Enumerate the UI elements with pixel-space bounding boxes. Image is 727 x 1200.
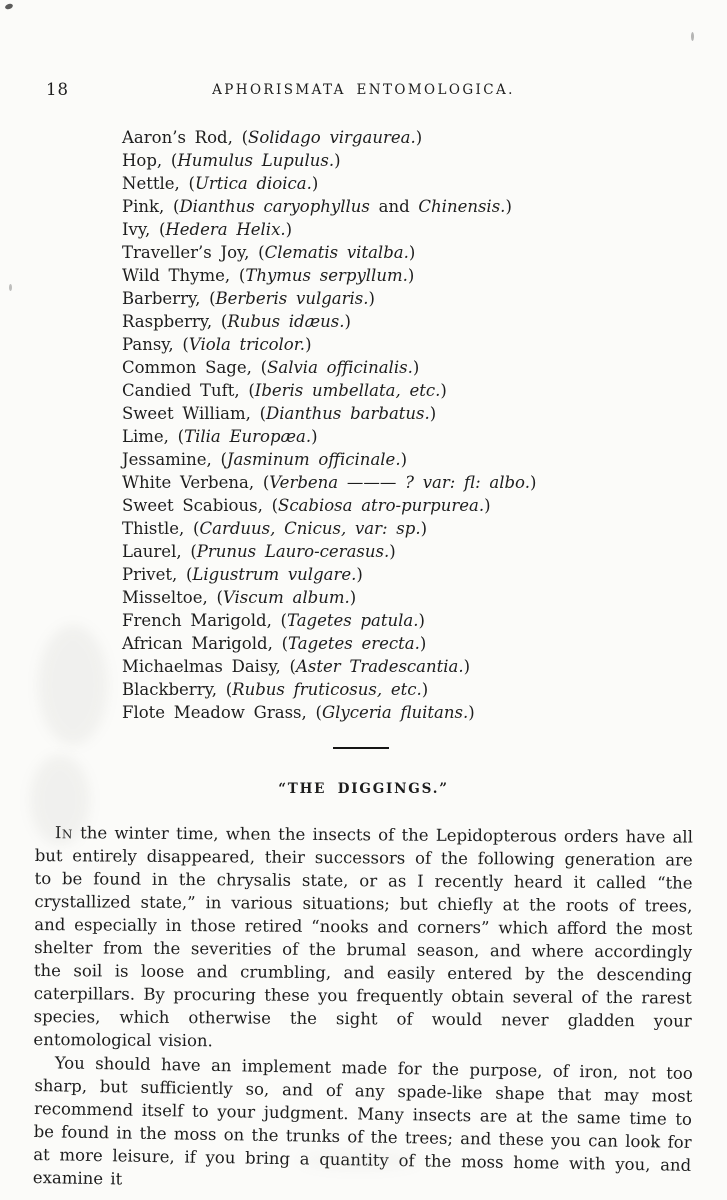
plant-latin-name: Iberis umbellata, etc. bbox=[254, 381, 441, 400]
closing-paren: ) bbox=[349, 588, 357, 607]
plant-item bbox=[122, 310, 697, 333]
plant-latin-name: Verbena bbox=[269, 473, 347, 492]
closing-paren: ) bbox=[400, 450, 407, 469]
plant-item bbox=[122, 264, 697, 287]
closing-paren: ) bbox=[389, 542, 396, 561]
scan-smudge bbox=[300, 1150, 420, 1170]
plant-common-name: Ivy, ( bbox=[122, 220, 166, 239]
plant-latin-name: Solidago virgaurea. bbox=[248, 128, 416, 147]
plant-item bbox=[122, 563, 697, 586]
closing-paren: ) bbox=[285, 220, 293, 239]
closing-paren: ) bbox=[334, 151, 341, 170]
plant-latin-name: Rubus fruticosus, etc. bbox=[232, 680, 422, 699]
closing-paren: ) bbox=[368, 289, 375, 308]
plant-item bbox=[122, 218, 697, 241]
plant-common-name: Lime, ( bbox=[122, 427, 185, 446]
plant-item bbox=[122, 632, 697, 655]
closing-paren: ) bbox=[408, 243, 416, 262]
plant-item bbox=[122, 126, 697, 149]
plant-latin-name: Jasminum officinale. bbox=[226, 450, 401, 469]
plant-item bbox=[122, 425, 697, 448]
section-heading: “THE DIGGINGS.” bbox=[278, 781, 449, 797]
plant-common-name: Jessamine, ( bbox=[122, 450, 227, 469]
plant-common-name: Misseltoe, ( bbox=[122, 588, 223, 607]
plant-latin-name: Humulus Lupulus. bbox=[177, 151, 335, 170]
scan-speck bbox=[9, 284, 12, 291]
plant-common-name: Traveller’s Joy, ( bbox=[122, 243, 265, 262]
scan-smudge bbox=[30, 755, 90, 845]
plant-item bbox=[122, 149, 697, 172]
closing-paren: ) bbox=[305, 335, 312, 354]
plant-item bbox=[122, 402, 697, 425]
closing-paren: ) bbox=[420, 519, 428, 538]
closing-paren: ) bbox=[421, 680, 429, 699]
closing-paren: ) bbox=[344, 312, 351, 331]
paragraph-1 bbox=[33, 821, 693, 1056]
plant-latin-name: Viscum album. bbox=[222, 588, 350, 607]
plant-item bbox=[122, 586, 697, 609]
plant-item bbox=[122, 287, 697, 310]
plant-item bbox=[122, 195, 697, 218]
plant-latin-name: ? var: fl: albo. bbox=[396, 473, 530, 492]
plant-common-name: Raspberry, ( bbox=[122, 312, 228, 331]
plant-item bbox=[122, 379, 697, 402]
plant-common-name: Thistle, ( bbox=[122, 519, 200, 538]
closing-paren: ) bbox=[311, 427, 318, 446]
plant-common-name: Barberry, ( bbox=[122, 289, 216, 308]
plant-latin-name: Ligustrum vulgare. bbox=[192, 565, 357, 584]
plant-latin-name: Salvia officinalis. bbox=[267, 358, 413, 377]
plant-common-name: Hop, ( bbox=[122, 151, 178, 170]
paragraph-2-text: You should have an implement made for the purpose, of iron, not too sharp, but sufficiently so, and of any spade-like shape that may most recommend itself to your judgment. Many insects are at the same time to be found in the moss on the trunks of the trees; and these you can look for at more leisure, if you bring a quantity of the moss home with you, and examine it bbox=[32, 1053, 693, 1189]
closing-paren: ) bbox=[415, 128, 423, 147]
plant-common-name: Nettle, ( bbox=[122, 174, 195, 193]
running-head: APHORISMATA ENTOMOLOGICA. bbox=[212, 82, 515, 98]
plant-roman-text: and bbox=[369, 197, 419, 216]
closing-paren: ) bbox=[440, 381, 447, 400]
paragraph-1-text: the winter time, when the insects of the Lepidopterous orders have all but entirely disappeared, their successors of the following generation are to be found in the chrysalis state, or as I recently heard it called “the crystallized state,” in various situations; but chiefly at the roots of trees, and especially in those retired “nooks and corners” which afford the most shelter from the severities of the brumal season, and where accordingly the soil is loose and crumbling, and easily entered by the descending caterpillars. By procuring these you frequently obtain several of the rarest species, which otherwise the sight of would never gladden your entomological vision. bbox=[33, 823, 693, 1051]
plant-item bbox=[122, 609, 697, 632]
scan-speck bbox=[691, 32, 694, 41]
plant-latin-name: Tilia Europæa. bbox=[184, 427, 312, 446]
plant-item bbox=[122, 678, 697, 701]
body-text bbox=[32, 821, 693, 1189]
page-number: 18 bbox=[46, 80, 69, 99]
plant-item bbox=[122, 655, 697, 678]
plant-common-name: Blackberry, ( bbox=[122, 680, 233, 699]
plant-item bbox=[122, 701, 697, 724]
plant-latin-name: Tagetes erecta. bbox=[288, 634, 420, 653]
plant-latin-name: Hedera Helix. bbox=[165, 220, 286, 239]
closing-paren: ) bbox=[419, 634, 427, 653]
closing-paren: ) bbox=[484, 496, 491, 515]
plant-latin-name: Dianthus barbatus. bbox=[266, 404, 430, 423]
closing-paren: ) bbox=[356, 565, 363, 584]
plant-common-name: Candied Tuft, ( bbox=[122, 381, 255, 400]
section-divider bbox=[333, 747, 389, 749]
plant-common-name: Pink, ( bbox=[122, 197, 180, 216]
page-header bbox=[35, 80, 692, 100]
plant-item bbox=[122, 241, 697, 264]
plant-latin-name: Tagetes patula. bbox=[287, 611, 419, 630]
plant-common-name: Michaelmas Daisy, ( bbox=[122, 657, 296, 676]
closing-paren: ) bbox=[412, 358, 420, 377]
paragraph-1-lead: In bbox=[54, 823, 74, 843]
plant-common-name: White Verbena, ( bbox=[122, 473, 270, 492]
plant-item bbox=[122, 356, 697, 379]
plant-common-name: Sweet William, ( bbox=[122, 404, 267, 423]
plant-latin-name: Thymus serpyllum. bbox=[245, 266, 408, 285]
closing-paren: ) bbox=[407, 266, 415, 285]
plant-common-name: Sweet Scabious, ( bbox=[122, 496, 279, 515]
closing-paren: ) bbox=[468, 703, 475, 722]
plant-common-name: Wild Thyme, ( bbox=[122, 266, 246, 285]
plant-latin-name: Carduus, Cnicus, var: sp. bbox=[199, 519, 421, 538]
closing-paren: ) bbox=[311, 174, 319, 193]
plant-item bbox=[122, 333, 697, 356]
plant-latin-name: Berberis vulgaris. bbox=[215, 289, 369, 308]
plant-list bbox=[122, 126, 697, 724]
plant-common-name: Laurel, ( bbox=[122, 542, 197, 561]
plant-latin-name: Aster Tradescantia. bbox=[295, 657, 464, 676]
plant-item bbox=[122, 448, 697, 471]
plant-latin-name: Dianthus caryophyllus bbox=[179, 197, 370, 216]
plant-latin-name: Scabiosa atro-purpurea. bbox=[278, 496, 485, 515]
plant-common-name: Pansy, ( bbox=[122, 335, 189, 354]
closing-paren: ) bbox=[418, 611, 425, 630]
plant-common-name: Flote Meadow Grass, ( bbox=[122, 703, 322, 722]
plant-common-name: Privet, ( bbox=[122, 565, 193, 584]
plant-latin-name: Clematis vitalba. bbox=[264, 243, 409, 262]
plant-common-name: Common Sage, ( bbox=[122, 358, 268, 377]
paragraph-2 bbox=[33, 1051, 693, 1200]
plant-item bbox=[122, 494, 697, 517]
plant-latin-name: Rubus idæus. bbox=[227, 312, 345, 331]
scan-smudge bbox=[38, 625, 108, 745]
plant-item bbox=[122, 471, 697, 494]
plant-item bbox=[122, 540, 697, 563]
plant-common-name: French Marigold, ( bbox=[122, 611, 287, 630]
plant-latin-name: Viola tricolor. bbox=[188, 335, 306, 354]
closing-paren: ) bbox=[529, 473, 537, 492]
plant-latin-name: Glyceria fluitans. bbox=[321, 703, 469, 722]
plant-common-name: Aaron’s Rod, ( bbox=[122, 128, 249, 147]
plant-roman-text: ——— bbox=[346, 473, 397, 492]
scan-speck bbox=[4, 3, 13, 10]
plant-latin-name: Chinensis. bbox=[418, 197, 506, 216]
plant-common-name: African Marigold, ( bbox=[122, 634, 289, 653]
closing-paren: ) bbox=[463, 657, 471, 676]
closing-paren: ) bbox=[505, 197, 512, 216]
closing-paren: ) bbox=[429, 404, 437, 423]
plant-item bbox=[122, 172, 697, 195]
plant-item bbox=[122, 517, 697, 540]
plant-latin-name: Urtica dioica. bbox=[194, 174, 312, 193]
plant-latin-name: Prunus Lauro-cerasus. bbox=[196, 542, 390, 561]
